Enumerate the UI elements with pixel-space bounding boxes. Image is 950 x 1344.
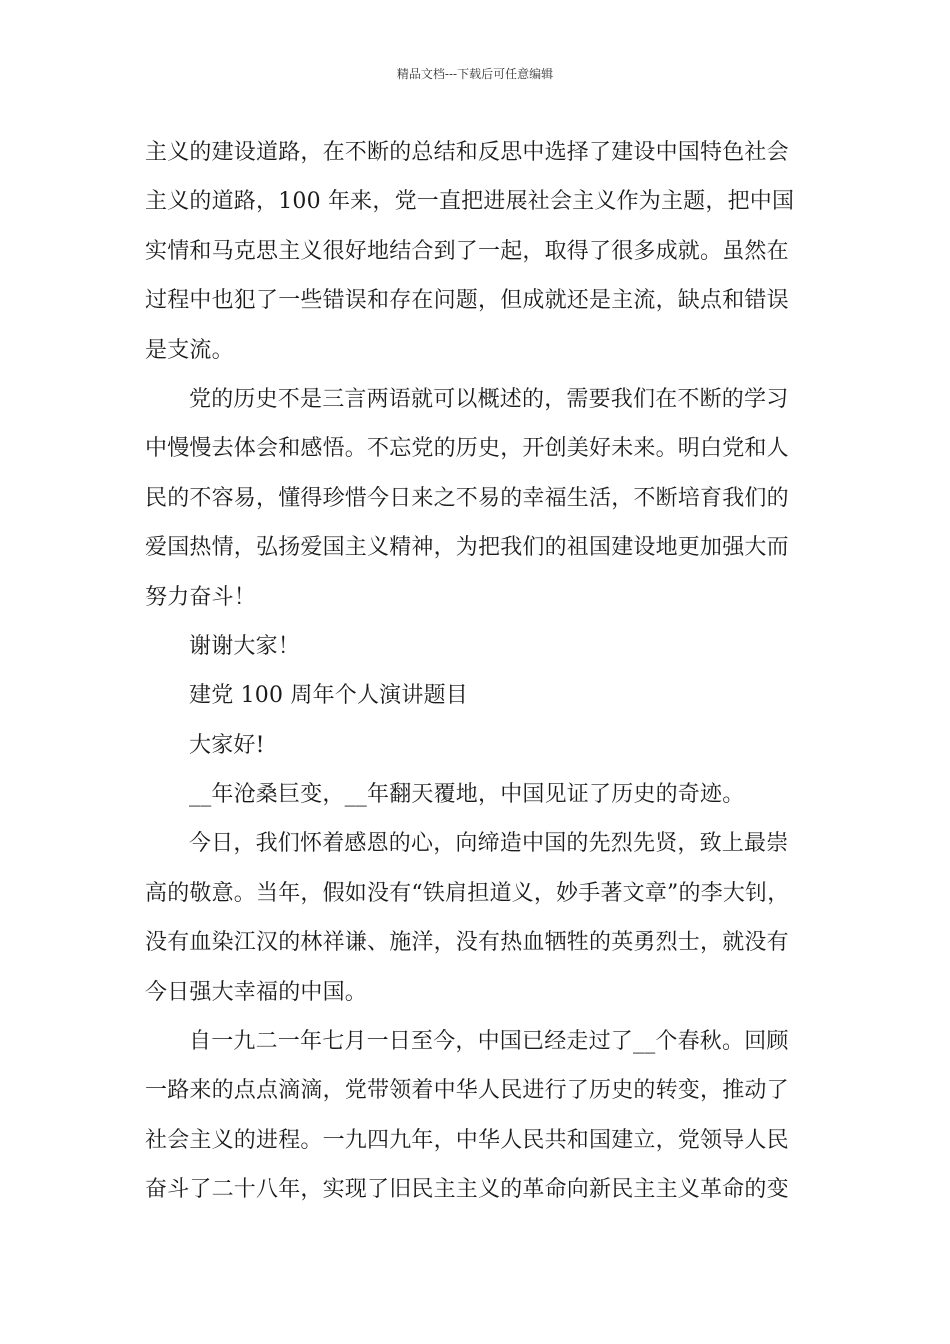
text-line: 奋斗了二十八年，实现了旧民主主义的革命向新民主主义革命的变 [145,1177,789,1203]
text-line: 高的敬意。当年，假如没有“铁肩担道义，妙手著文章”的李大钊， [145,880,790,906]
text-line: 实情和马克思主义很好地结合到了一起，取得了很多成就。虽然在 [145,238,789,264]
text-line: 主义的建设道路，在不断的总结和反思中选择了建设中国特色社会 [145,140,789,165]
text-line: __年沧桑巨变，__年翻天覆地，中国见证了历史的奇迹。 [189,782,745,808]
speech-title: 建党 100 周年个人演讲题目 [189,683,468,709]
text-line: 爱国热情，弘扬爱国主义精神，为把我们的祖国建设地更加强大而 [145,535,789,561]
text-line: 党的历史不是三言两语就可以概述的，需要我们在不断的学习 [189,386,789,412]
document-body [145,128,810,1215]
text-line: 今日，我们怀着感恩的心，向缔造中国的先烈先贤，致上最崇 [189,831,789,857]
text-line: 过程中也犯了一些错误和存在问题，但成就还是主流，缺点和错误 [145,288,789,314]
text-line: 今日强大幸福的中国。 [145,979,368,1005]
text-line: 一路来的点点滴滴，党带领着中华人民进行了历史的转变，推动了 [145,1078,789,1104]
text-line: 是支流。 [145,337,234,363]
text-line: 民的不容易，懂得珍惜今日来之不易的幸福生活，不断培育我们的 [145,485,789,511]
text-line: 谢谢大家！ [189,633,301,659]
page-header: 精品文档---下载后可任意编辑 [396,67,554,81]
text-line: 主义的道路，100 年来，党一直把进展社会主义作为主题，把中国 [145,189,795,215]
text-line: 中慢慢去体会和感悟。不忘党的历史，开创美好未来。明白党和人 [145,436,789,462]
text-line: 没有血染江汉的林祥谦、施洋，没有热血牺牲的英勇烈士，就没有 [145,930,789,956]
text-line: 社会主义的进程。一九四九年，中华人民共和国建立，党领导人民 [145,1127,789,1153]
text-line: 努力奋斗！ [145,584,257,610]
text-line: 自一九二一年七月一日至今，中国已经走过了__个春秋。回顾 [189,1029,789,1055]
text-line: 大家好! [189,732,265,758]
